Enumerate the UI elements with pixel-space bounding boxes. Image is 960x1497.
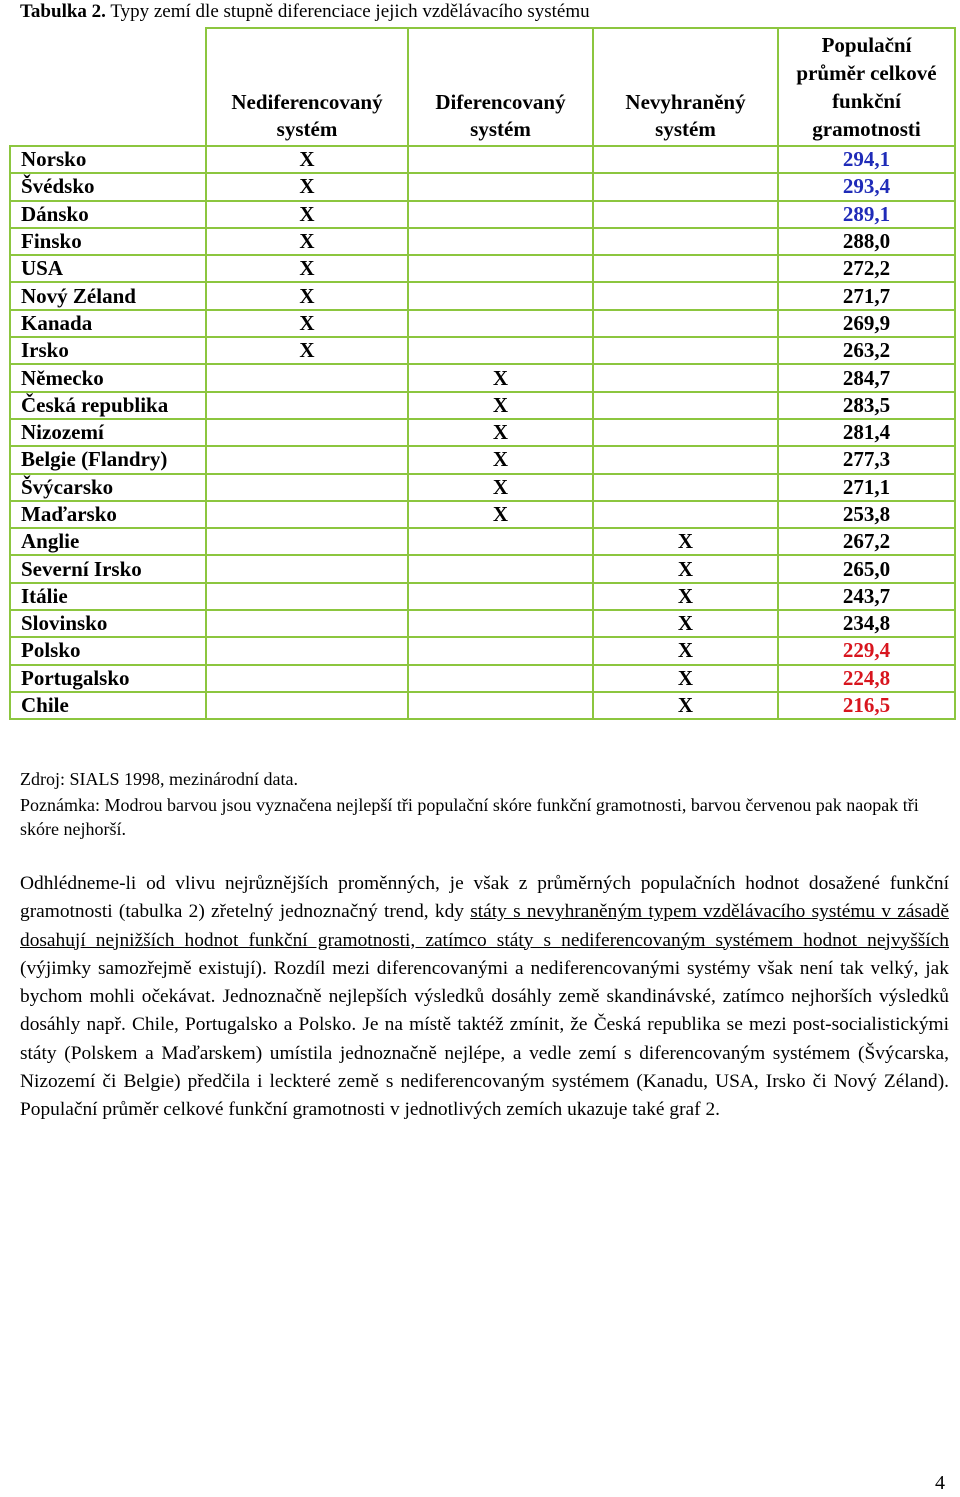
- system-2-cell: X: [408, 419, 593, 446]
- header-blank-cell: [10, 28, 206, 146]
- country-name: Dánsko: [10, 201, 206, 228]
- table-header-row: [10, 28, 955, 146]
- system-2-cell: [408, 692, 593, 719]
- country-name: Nový Zéland: [10, 282, 206, 309]
- population-mean-value: 281,4: [778, 419, 955, 446]
- system-2-cell: [408, 665, 593, 692]
- system-2-cell: [408, 173, 593, 200]
- table-row: [10, 146, 955, 173]
- country-name: Německo: [10, 364, 206, 391]
- system-1-cell: [206, 528, 408, 555]
- system-3-cell: X: [593, 665, 778, 692]
- system-2-cell: [408, 637, 593, 664]
- table-row: [10, 692, 955, 719]
- system-3-cell: [593, 364, 778, 391]
- header-differentiated-text: Diferencovaný systém: [435, 90, 566, 141]
- system-1-cell: X: [206, 282, 408, 309]
- system-2-cell: [408, 337, 593, 364]
- system-3-cell: X: [593, 555, 778, 582]
- header-mixed-text: Nevyhraněný systém: [625, 90, 746, 141]
- country-name: Švýcarsko: [10, 474, 206, 501]
- system-2-cell: [408, 146, 593, 173]
- country-name: Itálie: [10, 583, 206, 610]
- population-mean-value: 267,2: [778, 528, 955, 555]
- population-mean-value: 269,9: [778, 310, 955, 337]
- system-1-cell: [206, 583, 408, 610]
- header-population-mean: [778, 28, 955, 146]
- population-mean-value: 253,8: [778, 501, 955, 528]
- population-mean-value: 283,5: [778, 392, 955, 419]
- population-mean-value: 265,0: [778, 555, 955, 582]
- system-1-cell: [206, 364, 408, 391]
- system-1-cell: X: [206, 173, 408, 200]
- system-1-cell: X: [206, 146, 408, 173]
- table-row: [10, 446, 955, 473]
- system-3-cell: [593, 337, 778, 364]
- system-1-cell: [206, 501, 408, 528]
- system-1-cell: X: [206, 337, 408, 364]
- system-2-cell: [408, 528, 593, 555]
- system-2-cell: [408, 555, 593, 582]
- system-2-cell: [408, 228, 593, 255]
- system-3-cell: [593, 173, 778, 200]
- country-name: Chile: [10, 692, 206, 719]
- country-name: Severní Irsko: [10, 555, 206, 582]
- country-name: Finsko: [10, 228, 206, 255]
- system-3-cell: [593, 282, 778, 309]
- system-2-cell: X: [408, 501, 593, 528]
- system-2-cell: [408, 282, 593, 309]
- population-mean-value: 294,1: [778, 146, 955, 173]
- table-row: [10, 392, 955, 419]
- header-undifferentiated-text: Nediferencovaný systém: [231, 90, 383, 141]
- table-row: [10, 610, 955, 637]
- system-1-cell: [206, 692, 408, 719]
- system-1-cell: [206, 446, 408, 473]
- population-mean-value: 234,8: [778, 610, 955, 637]
- system-3-cell: [593, 419, 778, 446]
- header-undifferentiated: [206, 28, 408, 146]
- system-3-cell: X: [593, 528, 778, 555]
- system-1-cell: [206, 555, 408, 582]
- country-name: Švédsko: [10, 173, 206, 200]
- country-name: Norsko: [10, 146, 206, 173]
- population-mean-value: 277,3: [778, 446, 955, 473]
- header-population-mean-text: Populační průměr celkové funkční gramotnosti: [796, 33, 937, 141]
- country-name: Maďarsko: [10, 501, 206, 528]
- table-row: [10, 665, 955, 692]
- population-mean-value: 272,2: [778, 255, 955, 282]
- country-name: Belgie (Flandry): [10, 446, 206, 473]
- table-row: [10, 310, 955, 337]
- population-mean-value: 288,0: [778, 228, 955, 255]
- system-2-cell: [408, 583, 593, 610]
- system-2-cell: X: [408, 446, 593, 473]
- header-differentiated: [408, 28, 593, 146]
- country-name: Česká republika: [10, 392, 206, 419]
- table-row: [10, 282, 955, 309]
- table-caption-text: Typy zemí dle stupně diferenciace jejich vzdělávacího systému: [110, 1, 590, 22]
- table-row: [10, 583, 955, 610]
- system-2-cell: [408, 201, 593, 228]
- population-mean-value: 224,8: [778, 665, 955, 692]
- system-3-cell: X: [593, 583, 778, 610]
- system-2-cell: [408, 255, 593, 282]
- table-row: [10, 364, 955, 391]
- population-mean-value: 243,7: [778, 583, 955, 610]
- table-source: Zdroj: SIALS 1998, mezinárodní data.: [20, 769, 298, 789]
- system-2-cell: X: [408, 364, 593, 391]
- population-mean-value: 284,7: [778, 364, 955, 391]
- system-1-cell: X: [206, 228, 408, 255]
- system-2-cell: [408, 610, 593, 637]
- table-row: [10, 637, 955, 664]
- system-3-cell: [593, 228, 778, 255]
- system-3-cell: [593, 474, 778, 501]
- table-row: [10, 201, 955, 228]
- country-name: Kanada: [10, 310, 206, 337]
- paragraph-part-3: (výjimky samozřejmě existují). Rozdíl mezi diferencovanými a nediferencovanými systémy však není tak velký, jak bychom mohli očekávat. Jednoznačně nejlepších výsledků dosáhly země skandinávské, zatímco nejhorších výsledků dosáhly např. Chile, Portugalsko a Polsko. Je na místě taktéž zmínit, že Česká republika se mezi post-socialistickými státy (Polskem a Maďarskem) umístila jednoznačně nejlépe, a vedle zemí s diferencovaným systémem (Švýcarska, Nizozemí či Belgie) předčila i leckteré země s nediferencovaným systémem (Kanadu, USA, Irsko či Nový Zéland). Populační průměr celkové funkční gramotnosti v jednotlivých zemích ukazuje také graf 2.: [20, 957, 949, 1121]
- system-2-cell: X: [408, 474, 593, 501]
- country-name: Nizozemí: [10, 419, 206, 446]
- system-3-cell: [593, 392, 778, 419]
- system-1-cell: X: [206, 255, 408, 282]
- system-3-cell: [593, 310, 778, 337]
- table-row: [10, 255, 955, 282]
- table-row: [10, 501, 955, 528]
- population-mean-value: 271,7: [778, 282, 955, 309]
- literacy-table: [9, 27, 956, 720]
- table-row: [10, 419, 955, 446]
- system-1-cell: [206, 610, 408, 637]
- system-3-cell: X: [593, 692, 778, 719]
- system-3-cell: X: [593, 610, 778, 637]
- page-number: 4: [935, 1472, 945, 1494]
- system-1-cell: X: [206, 201, 408, 228]
- table-note: Poznámka: Modrou barvou jsou vyznačena nejlepší tři populační skóre funkční gramotnosti, barvou červenou pak naopak tři skóre nejhorší.: [20, 795, 919, 839]
- population-mean-value: 293,4: [778, 173, 955, 200]
- system-3-cell: [593, 201, 778, 228]
- population-mean-value: 263,2: [778, 337, 955, 364]
- table-row: [10, 555, 955, 582]
- country-name: Portugalsko: [10, 665, 206, 692]
- system-1-cell: [206, 637, 408, 664]
- system-1-cell: [206, 419, 408, 446]
- system-2-cell: X: [408, 392, 593, 419]
- system-3-cell: [593, 146, 778, 173]
- country-name: Irsko: [10, 337, 206, 364]
- population-mean-value: 289,1: [778, 201, 955, 228]
- country-name: Slovinsko: [10, 610, 206, 637]
- table-row: [10, 474, 955, 501]
- system-1-cell: X: [206, 310, 408, 337]
- body-paragraph: [20, 870, 949, 1125]
- system-1-cell: [206, 474, 408, 501]
- table-row: [10, 528, 955, 555]
- table-row: [10, 228, 955, 255]
- header-mixed: [593, 28, 778, 146]
- country-name: Polsko: [10, 637, 206, 664]
- population-mean-value: 216,5: [778, 692, 955, 719]
- system-2-cell: [408, 310, 593, 337]
- table-row: [10, 173, 955, 200]
- system-1-cell: [206, 392, 408, 419]
- table-caption: [20, 0, 590, 24]
- population-mean-value: 229,4: [778, 637, 955, 664]
- system-1-cell: [206, 665, 408, 692]
- system-3-cell: X: [593, 637, 778, 664]
- system-3-cell: [593, 501, 778, 528]
- table-caption-label: Tabulka 2.: [20, 1, 106, 22]
- table-row: [10, 337, 955, 364]
- country-name: Anglie: [10, 528, 206, 555]
- system-3-cell: [593, 446, 778, 473]
- population-mean-value: 271,1: [778, 474, 955, 501]
- table-body: [10, 146, 955, 719]
- country-name: USA: [10, 255, 206, 282]
- paragraph-part-1: Odhlédneme-li od vlivu nejrůznějších proměnných, je však z průměrných populačních hodnot dosažené funkční gramotnosti (tabulka 2) zřetelný jednoznačný trend, kdy: [20, 873, 949, 923]
- paragraph-underlined: státy s nevyhraněným typem vzdělávacího systému v zásadě dosahují nejnižších hodnot funkční gramotnosti, zatímco státy s nediferencovaným systémem hodnot nejvyšších: [20, 901, 949, 951]
- system-3-cell: [593, 255, 778, 282]
